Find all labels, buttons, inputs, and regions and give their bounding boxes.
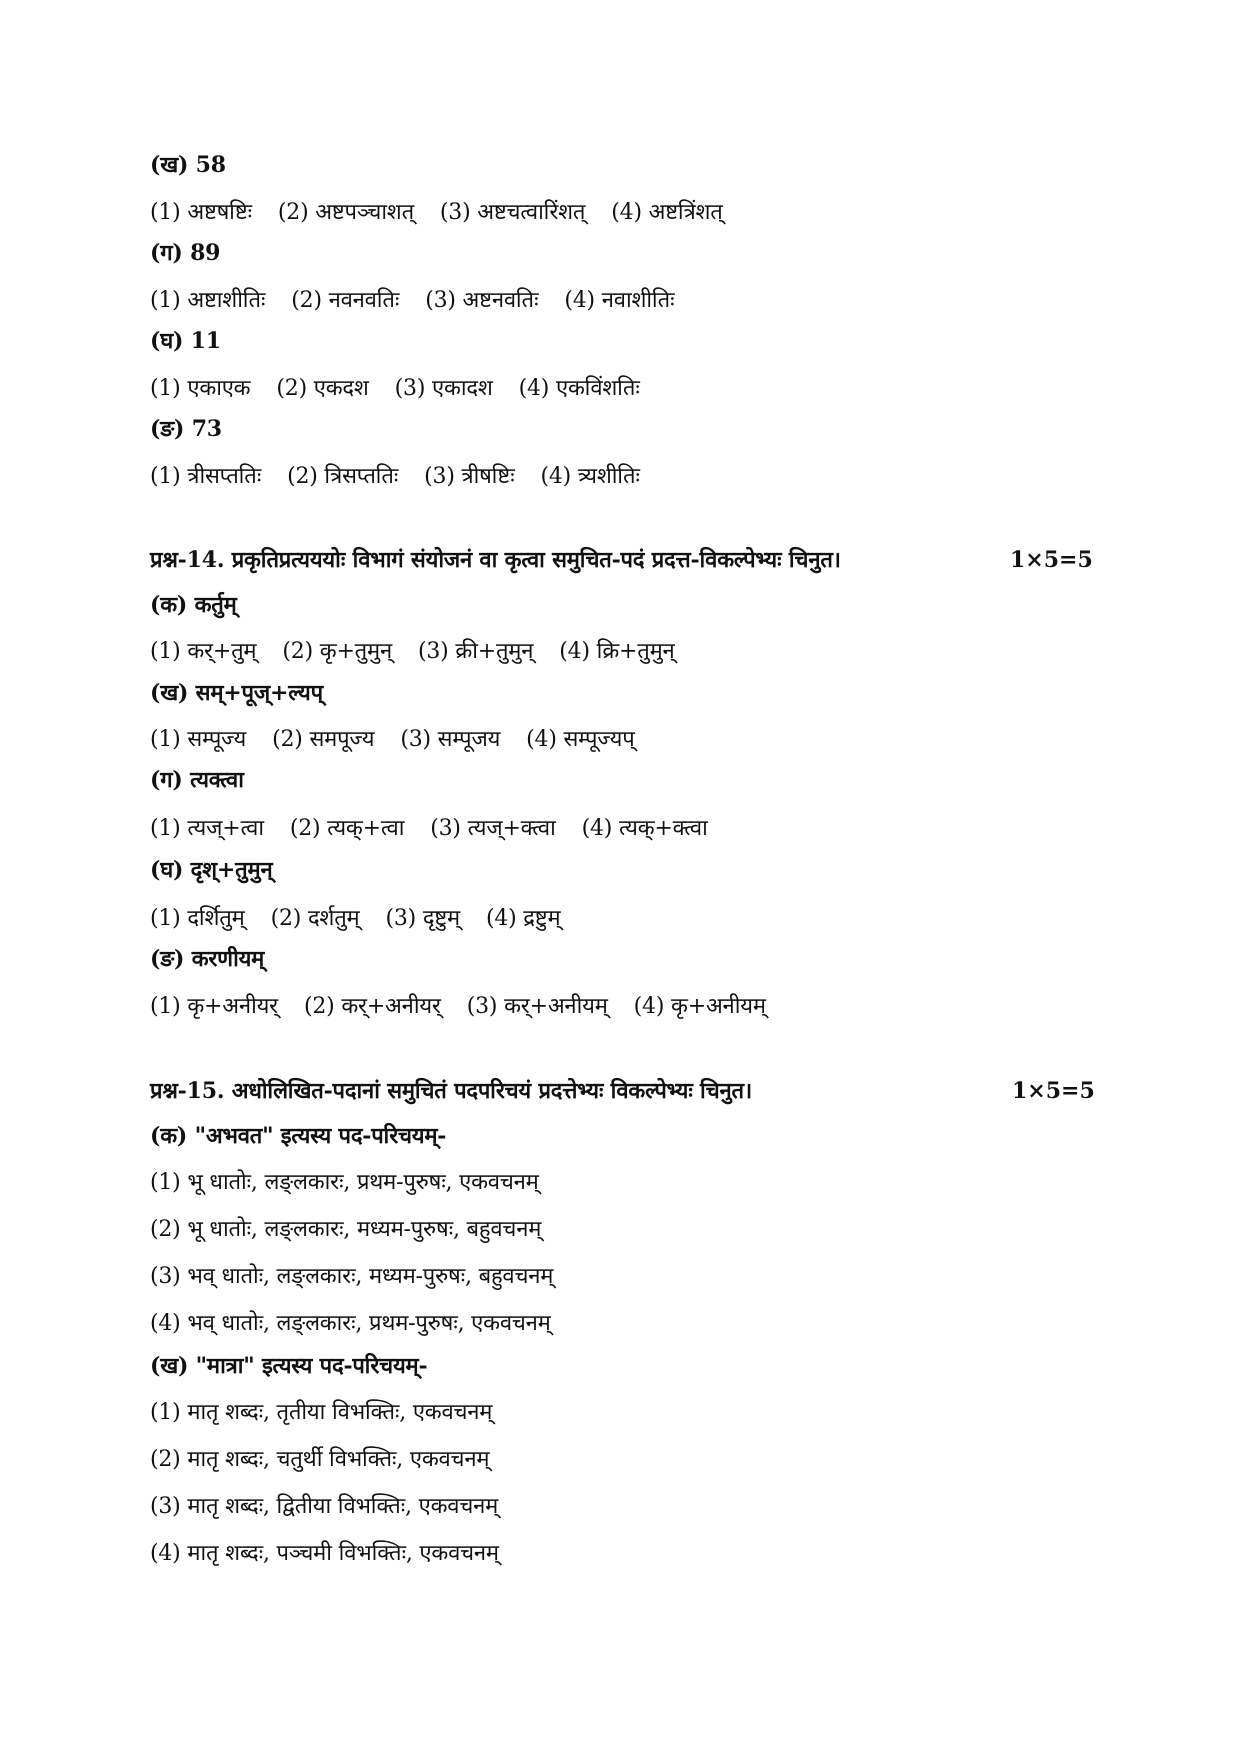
q14-item-gha-options — [150, 904, 586, 934]
q15-item-ka-option-1: (1) भू धातोः, लङ्लकारः, प्रथम-पुरुषः, एकवचनम् — [150, 1170, 539, 1195]
option: (1) सम्पूज्य — [150, 727, 247, 752]
option: (2) त्यक्+त्वा — [289, 816, 405, 841]
option: (2) समपूज्य — [272, 727, 375, 752]
q15-title: प्रश्न-15. अधोलिखित-पदानां समुचितं पदपरिचयं प्रदत्तेभ्यः विकल्पेभ्यः चिनुत। — [150, 1078, 752, 1104]
q15-item-ka-option-3: (3) भव् धातोः, लङ्लकारः, मध्यम-पुरुषः, बहुवचनम् — [150, 1264, 554, 1289]
option: (1) त्रीसप्ततिः — [150, 464, 262, 489]
option: (3) कर्+अनीयम् — [466, 994, 608, 1019]
q14-item-ka-heading: (क) कर्तुम् — [150, 592, 237, 618]
q15-item-ka-option-2: (2) भू धातोः, लङ्लकारः, मध्यम-पुरुषः, बहुवचनम् — [150, 1217, 542, 1242]
q14-item-gha-heading: (घ) दृश्+तुमुन् — [150, 857, 273, 883]
q14-item-nga-heading: (ङ) करणीयम् — [150, 946, 265, 972]
q13-item-kha-heading: (ख) 58 — [150, 152, 226, 178]
option: (1) कर्+तुम् — [150, 639, 257, 664]
q13-item-kha-options — [150, 198, 749, 228]
option: (2) कृ+तुमुन् — [282, 639, 392, 664]
q13-item-ga-options — [150, 286, 700, 316]
q13-item-gha-options — [150, 374, 666, 404]
option: (2) दर्शतुम् — [270, 906, 360, 931]
q14-item-ga-options — [150, 814, 734, 844]
q15-item-kha-option-1: (1) मातृ शब्दः, तृतीया विभक्तिः, एकवचनम् — [150, 1400, 493, 1425]
option: (1) अष्टषष्टिः — [150, 200, 252, 225]
option: (4) नवाशीतिः — [564, 288, 675, 313]
option: (3) एकादश — [394, 376, 493, 401]
q15-item-ka-heading: (क) "अभवत" इत्यस्य पद-परिचयम्- — [150, 1123, 447, 1149]
option: (2) एकदश — [276, 376, 369, 401]
q15-item-kha-option-4: (4) मातृ शब्दः, पञ्चमी विभक्तिः, एकवचनम् — [150, 1541, 499, 1566]
option: (2) नवनवतिः — [291, 288, 400, 313]
option: (2) अष्टपञ्चाशत् — [277, 200, 414, 225]
option: (3) दृष्टुम् — [385, 906, 460, 931]
option: (3) सम्पूजय — [400, 727, 501, 752]
option: (1) एकाएक — [150, 376, 251, 401]
q14-item-nga-options — [150, 992, 792, 1022]
option: (4) त्यक्+क्त्वा — [581, 816, 708, 841]
q15-item-kha-option-3: (3) मातृ शब्दः, द्वितीया विभक्तिः, एकवचनम् — [150, 1494, 499, 1519]
option: (4) द्रष्टुम् — [485, 906, 561, 931]
q15-marks: 1×5=5 — [1012, 1078, 1095, 1104]
option: (1) त्यज्+त्वा — [150, 816, 264, 841]
option: (4) अष्टत्रिंशत् — [611, 200, 723, 225]
option: (3) त्यज्+क्त्वा — [430, 816, 556, 841]
option: (4) सम्पूज्यप् — [526, 727, 635, 752]
q15-item-ka-option-4: (4) भव् धातोः, लङ्लकारः, प्रथम-पुरुषः, एकवचनम् — [150, 1311, 551, 1336]
q14-title: प्रश्न-14. प्रकृतिप्रत्यययोः विभागं संयोजनं वा कृत्वा समुचित-पदं प्रदत्त-विकल्पेभ्यः चिनुत। — [150, 547, 841, 573]
q14-marks: 1×5=5 — [1010, 547, 1093, 573]
option: (1) अष्टाशीतिः — [150, 288, 266, 313]
option: (3) अष्टचत्वारिंशत् — [439, 200, 586, 225]
q13-item-nga-heading: (ङ) 73 — [150, 416, 222, 442]
option: (2) त्रिसप्ततिः — [287, 464, 399, 489]
q13-item-ga-heading: (ग) 89 — [150, 240, 221, 266]
option: (4) क्रि+तुमुन् — [559, 639, 675, 664]
option: (1) दर्शितुम् — [150, 906, 245, 931]
option: (4) कृ+अनीयम् — [633, 994, 766, 1019]
q14-item-ga-heading: (ग) त्यक्त्वा — [150, 767, 244, 793]
option: (3) क्री+तुमुन् — [417, 639, 534, 664]
q13-item-gha-heading: (घ) 11 — [150, 328, 221, 354]
q14-item-kha-options — [150, 725, 661, 755]
q14-item-ka-options — [150, 637, 701, 667]
q15-item-kha-heading: (ख) "मात्रा" इत्यस्य पद-परिचयम्- — [150, 1353, 428, 1379]
option: (2) कर्+अनीयर् — [303, 994, 441, 1019]
option: (3) अष्टनवतिः — [425, 288, 539, 313]
option: (4) एकविंशतिः — [518, 376, 640, 401]
q15-item-kha-option-2: (2) मातृ शब्दः, चतुर्थी विभक्तिः, एकवचनम् — [150, 1447, 490, 1472]
option: (1) कृ+अनीयर् — [150, 994, 278, 1019]
option: (4) त्र्यशीतिः — [540, 464, 640, 489]
option: (3) त्रीषष्टिः — [424, 464, 515, 489]
q13-item-nga-options — [150, 462, 666, 492]
q14-item-kha-heading: (ख) सम्+पूज्+ल्यप् — [150, 680, 323, 706]
